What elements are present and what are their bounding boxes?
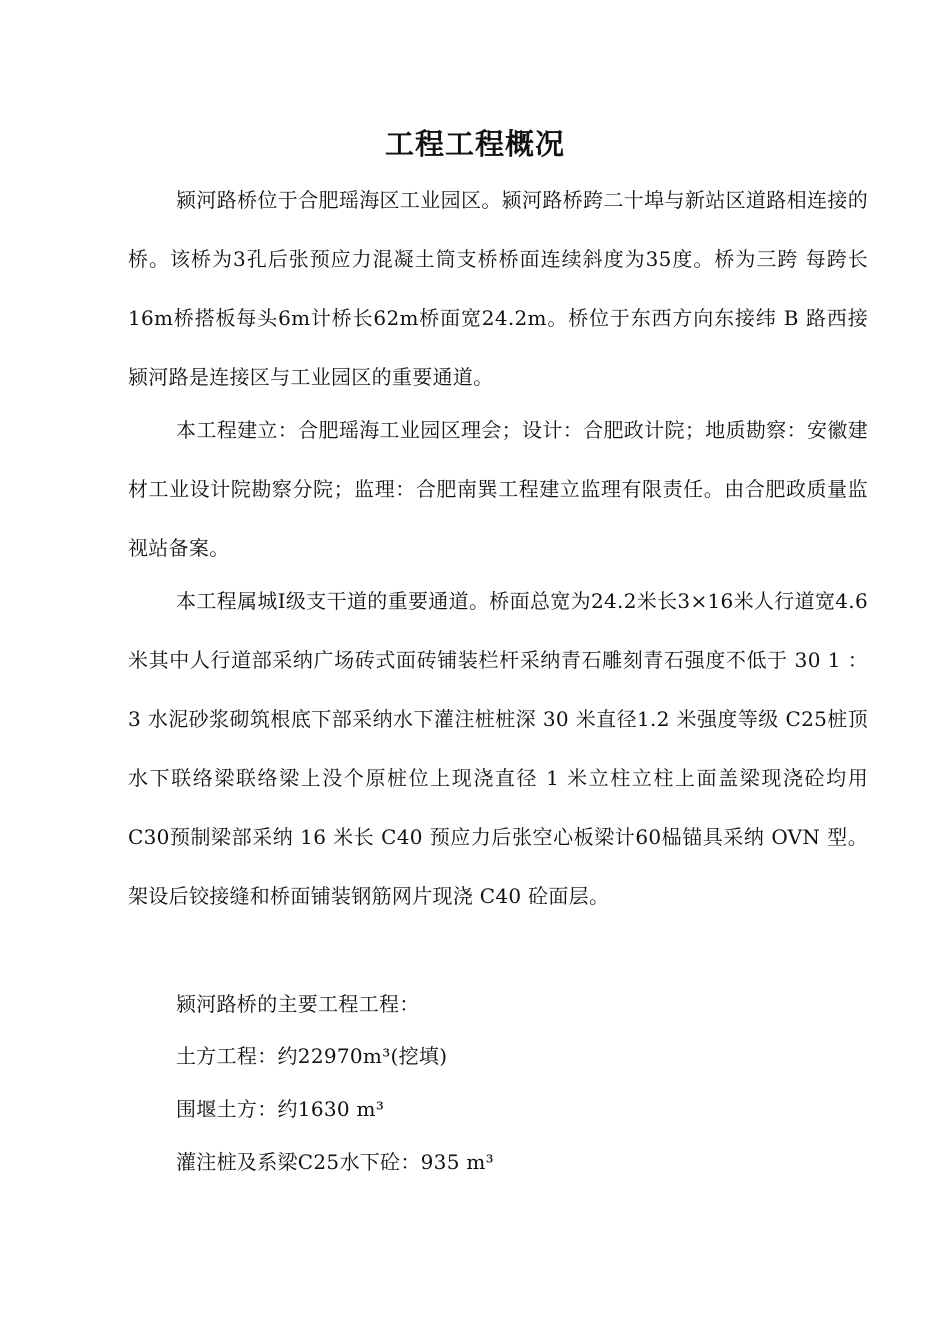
- paragraph-bridge-overview: 颍河路桥位于合肥瑶海区工业园区。颍河路桥跨二十埠与新站区道路相连接的桥。该桥为3孔后张预应力混凝土筒支桥桥面连续斜度为35度。桥为三跨 每跨长16m桥搭板每头6m计桥长62m桥面宽24.2m。桥位于东西方向东接纬 B 路西接颍河路是连接区与工业园区的重要通道。: [128, 188, 868, 389]
- works-item-earthwork: 土方工程：约22970m³(挖填): [176, 1044, 448, 1068]
- paragraph-project-parties: 本工程建立：合肥瑶海工业园区理会；设计：合肥政计院；地质勘察：安徽建材工业设计院勘察分院；监理：合肥南巽工程建立监理有限责任。由合肥政质量监视站备案。: [128, 418, 868, 560]
- works-item-piles: 灌注桩及系梁C25水下砼：935 m³: [176, 1150, 494, 1174]
- paragraph-structure-details: 本工程属城Ⅰ级支干道的重要通道。桥面总宽为24.2米长3×16米人行道宽4.6米其中人行道部采纳广场砖式面砖铺装栏杆采纳青石雕刻青石强度不低于 30 1 ：3 水泥砂浆砌筑根底下部采纳水下灌注桩桩深 30 米直径1.2 米强度等级 C25桩顶水下联络梁联络梁上没个原桩位上现浇直径 1 米立柱立柱上面盖梁现浇砼均用 C30预制梁部采纳 16 米长 C40 预应力后张空心板梁计60榀锚具采纳 OVN 型。架设后铰接缝和桥面铺装钢筋网片现浇 C40 砼面层。: [128, 589, 868, 908]
- works-list-intro: 颍河路桥的主要工程工程：: [176, 992, 420, 1016]
- works-item-cofferdam: 围堰土方：约1630 m³: [176, 1097, 385, 1121]
- document-title: 工程工程概况: [384, 127, 565, 161]
